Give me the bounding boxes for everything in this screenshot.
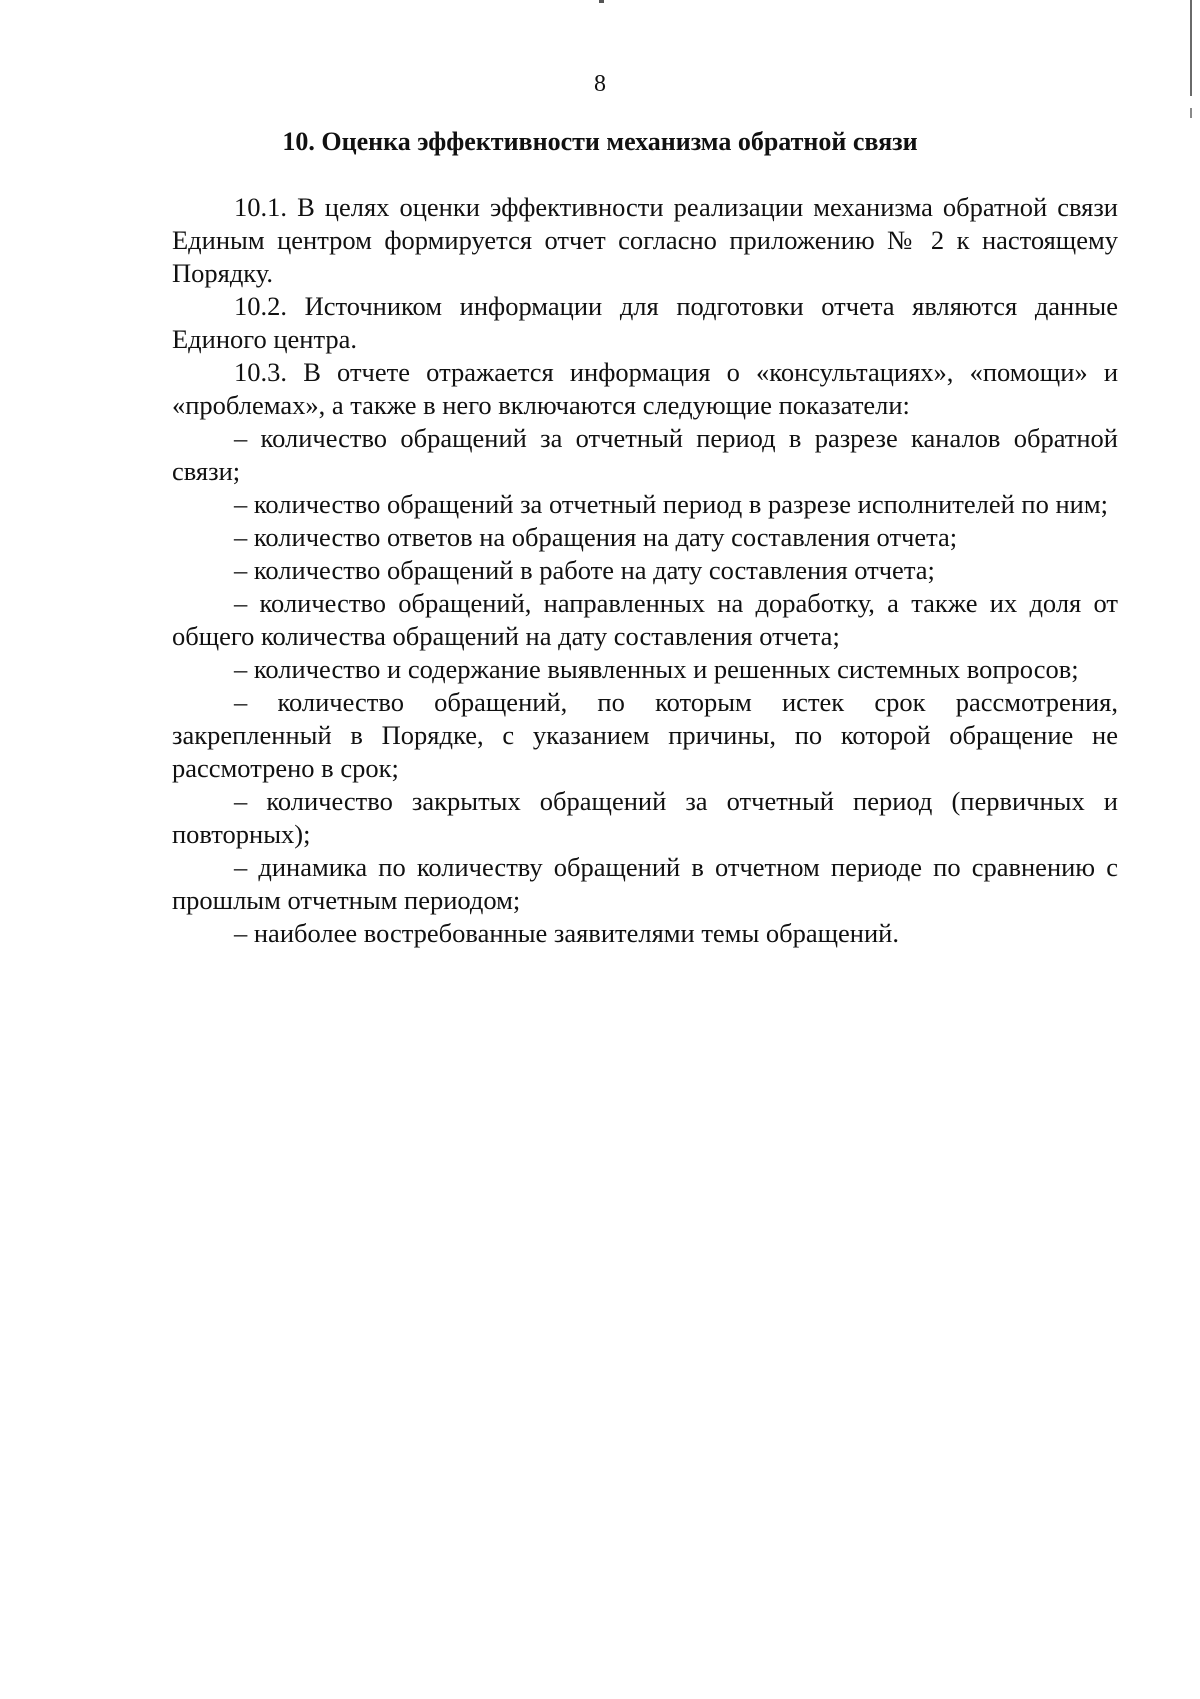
scan-mark [599,0,604,3]
list-item: – количество закрытых обращений за отчетный период (первичных и повторных); [172,786,1118,849]
document-body [172,191,1118,950]
list-item: – количество ответов на обращения на дату составления отчета; [234,522,958,552]
paragraph-10-1: 10.1. В целях оценки эффективности реализации механизма обратной связи Единым центром формируется отчет согласно приложению № 2 к настоящему Порядку. [172,192,1118,288]
paragraph-10-2: 10.2. Источником информации для подготовки отчета являются данные Единого центра. [172,291,1118,354]
list-item: – наиболее востребованные заявителями темы обращений. [234,918,899,948]
list-item: – количество обращений, по которым истек срок рассмотрения, закрепленный в Порядке, с указанием причины, по которой обращение не рассмотрено в срок; [172,687,1118,783]
list-item: – количество обращений в работе на дату составления отчета; [234,555,935,585]
list-item: – количество и содержание выявленных и решенных системных вопросов; [234,654,1079,684]
list-item: – количество обращений, направленных на доработку, а также их доля от общего количества обращений на дату составления отчета; [172,588,1118,651]
section-heading: 10. Оценка эффективности механизма обратной связи [282,127,918,156]
paragraph-10-3: 10.3. В отчете отражается информация о «консультациях», «помощи» и «проблемах», а также в него включаются следующие показатели: [172,357,1118,420]
list-item: – количество обращений за отчетный период в разрезе исполнителей по ним; [234,489,1108,519]
scan-edge-line-lower [1190,108,1192,118]
list-item: – динамика по количеству обращений в отчетном периоде по сравнению с прошлым отчетным периодом; [172,852,1118,915]
page-number: 8 [594,71,606,97]
list-item: – количество обращений за отчетный период в разрезе каналов обратной связи; [172,423,1118,486]
